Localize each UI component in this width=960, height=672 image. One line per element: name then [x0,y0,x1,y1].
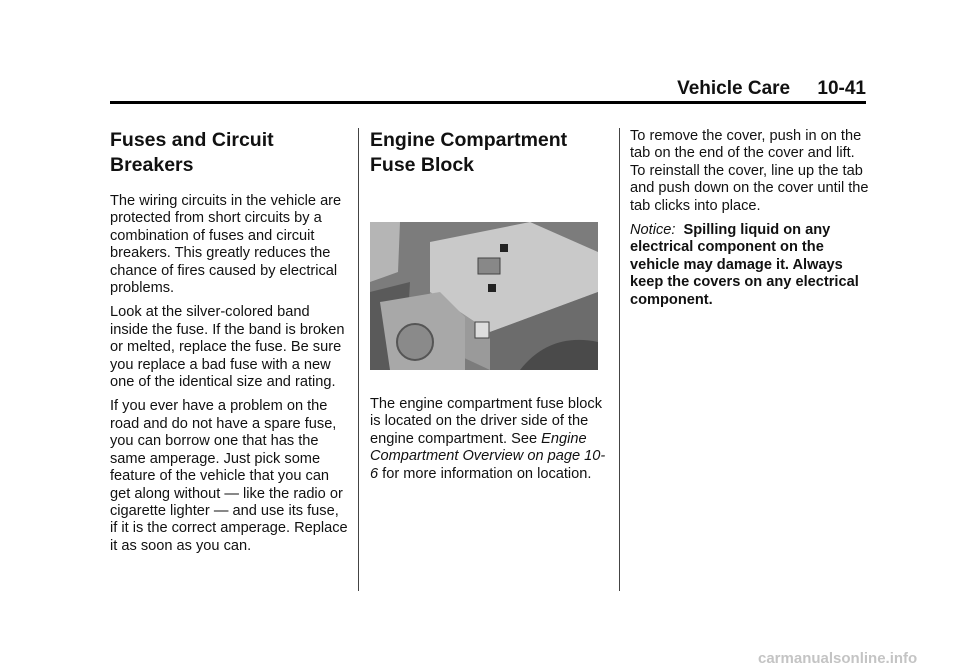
section-title: Vehicle Care [677,78,791,99]
cross-reference-link[interactable]: Engine Compartment Overview on page 10-6 [370,430,606,482]
fuse-block-location-text [370,396,610,483]
paragraph: If you ever have a problem on the road and do not have a spare fuse, you can borrow one that has the same amperage. Just pick some feature of the vehicle that you can get along without — like the radio or cigarette lighter — and use its fuse, if it is the correct amperage. Replace it as soon as you can. [110,398,348,554]
notice-label: Notice: [630,222,676,239]
notice-block [630,222,870,309]
header-rule [110,101,866,104]
fuse-block-heading: Engine Compartment Fuse Block [370,129,568,176]
paragraph: To remove the cover, push in on the tab on the end of the cover and lift. To reinstall the cover, line up the tab and push down on the cover until the tab clicks into place. [630,128,869,214]
paragraph-text: The engine compartment fuse block is located on the driver side of the engine compartment. See [370,396,603,447]
paragraph: Look at the silver-colored band inside the fuse. If the band is broken or melted, replace the fuse. Be sure you replace a bad fuse with a new one of the identical size and rating. [110,304,345,391]
column-2 [370,128,610,490]
paragraph-text: for more information on location. [378,465,592,482]
notice-text: Spilling liquid on any electrical component on the vehicle may damage it. Always keep the covers on any electrical component. [630,222,859,308]
paragraph: The wiring circuits in the vehicle are protected from short circuits by a combination of fuses and circuit breakers. This greatly reduces the chance of fires caused by electrical problems. [110,193,342,297]
column-divider [358,128,359,591]
page-number: 10-41 [817,78,866,99]
page-header [110,78,866,100]
column-1 [110,128,350,562]
fuses-heading: Fuses and Circuit Breakers [110,129,274,176]
fuse-block-photo [370,222,598,370]
column-divider [619,128,620,591]
watermark-text: carmanualsonline.info [758,650,918,667]
column-3 [630,128,870,316]
